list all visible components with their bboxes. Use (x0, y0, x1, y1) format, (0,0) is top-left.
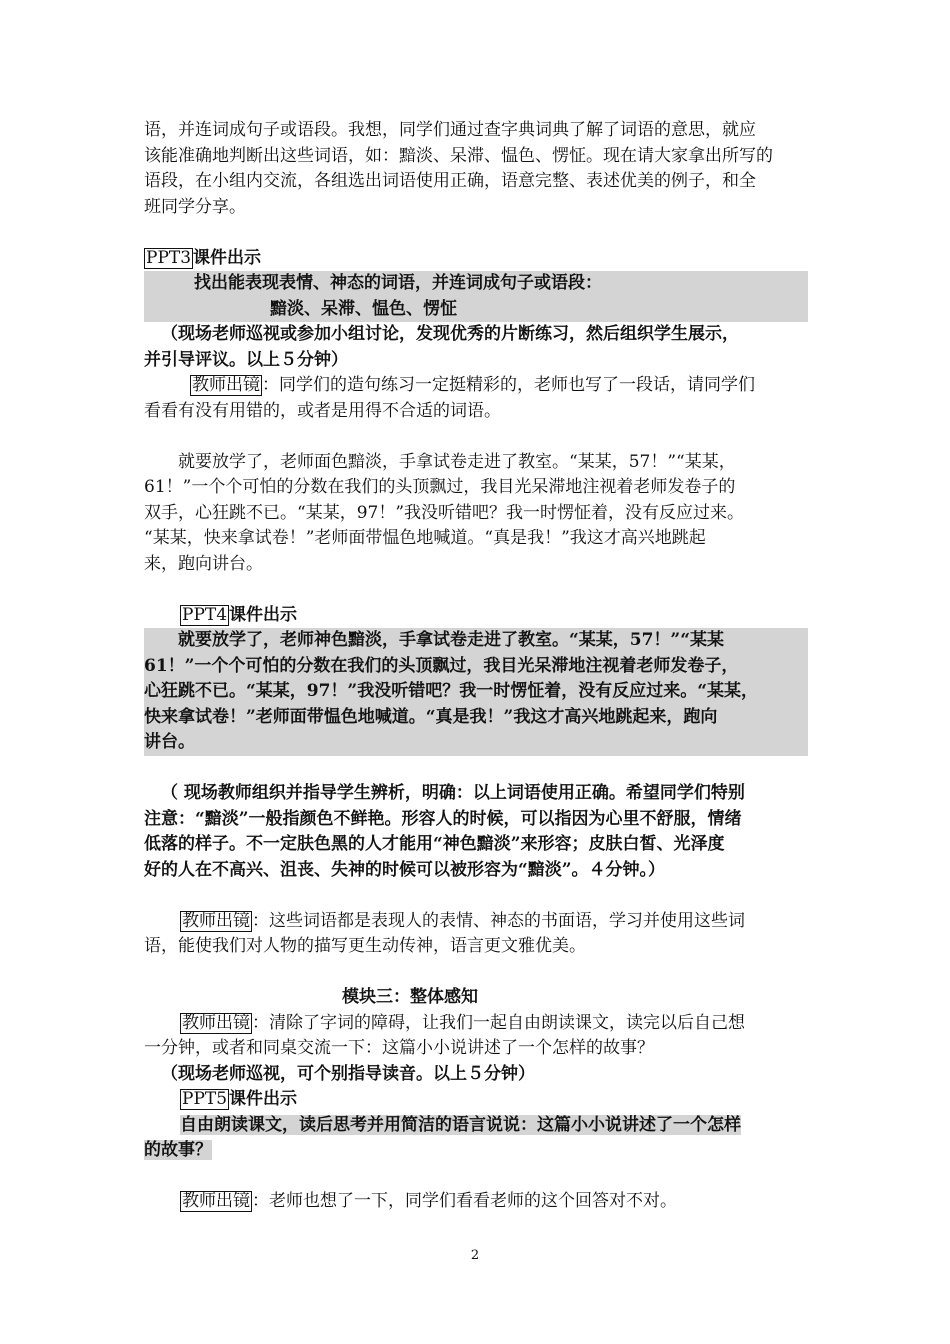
teacher-label: 教师出镜 (182, 910, 250, 931)
note-line: 注意：“黯淡”一般指颜色不鲜艳。形容人的时候，可以指因为心里不舒服，情绪 (144, 808, 742, 829)
ppt4-line: 讲台。 (144, 732, 195, 752)
teacher-line (144, 373, 808, 399)
note-2 (144, 781, 808, 883)
teacher-label: 教师出镜 (192, 375, 260, 395)
spacer (144, 1164, 808, 1190)
note-line: 好的人在不高兴、沮丧、失神的时候可以被形容为“黯淡”。４分钟。） (144, 859, 666, 880)
story-line: “某某，快来拿试卷！”老师面带愠色地喊道。“真是我！”我这才高兴地跳起 (144, 528, 706, 548)
spacer (144, 883, 808, 909)
ppt3-label: PPT3 (146, 247, 192, 268)
spacer (144, 220, 808, 246)
story-line: 来，跑向讲台。 (144, 553, 263, 574)
spacer (144, 577, 808, 603)
ppt4-heading (144, 603, 808, 629)
text-line: 班同学分享。 (144, 196, 246, 217)
ppt5-line-1: 自由朗读课文，读后思考并用简洁的语言说说：这篇小小说讲述了一个怎样 (180, 1114, 741, 1135)
ppt4-title: 课件出示 (229, 604, 298, 625)
teacher-text: ：清除了字词的障碍，让我们一起自由朗读课文，读完以后自己想 (252, 1012, 745, 1033)
module-title: 模块三：整体感知 (342, 987, 478, 1007)
ppt4-line: 61！”一个个可怕的分数在我们的头顶飘过，我目光呆滞地注视着老师发卷子， (144, 655, 739, 676)
ppt5-line (144, 1138, 808, 1164)
note-line: （现场老师巡视或参加小组讨论，发现优秀的片断练习，然后组织学生展示， (161, 324, 739, 344)
story-line: 就要放学了，老师面色黯淡，手拿试卷走进了教室。“某某，57！”“某某， (178, 451, 736, 472)
ppt3-line: 找出能表现表情、神态的词语，并连词成句子或语段： (194, 273, 602, 293)
teacher-label: 教师出镜 (182, 1012, 250, 1033)
story-line: 双手，心狂跳不已。“某某，97！”我没听错吧？我一时愣怔着，没有反应过来。 (144, 502, 745, 523)
teacher-text: ：老师也想了一下，同学们看看老师的这个回答对不对。 (252, 1191, 677, 1211)
spacer (144, 960, 808, 986)
ppt4-line: 心狂跳不已。“某某，97！”我没听错吧？我一时愣怔着，没有反应过来。“某某， (144, 681, 758, 701)
ppt3-section (144, 246, 808, 323)
ppt5-heading (144, 1087, 808, 1113)
note-line: （ 现场教师组织并指导学生辨析，明确：以上词语使用正确。希望同学们特别 (161, 783, 745, 803)
text-line: 语段，在小组内交流，各组选出词语使用正确，语意完整、表述优美的例子，和全 (144, 171, 756, 191)
story-line: 61！”一个个可怕的分数在我们的头顶飘过，我目光呆滞地注视着老师发卷子的 (144, 477, 736, 497)
teacher-line: 语，能使我们对人物的描写更生动传神，语言更文雅优美。 (144, 936, 586, 956)
ppt5-section (144, 1087, 808, 1164)
ppt3-slide-box (144, 271, 808, 322)
ppt4-section (144, 603, 808, 756)
spacer (144, 756, 808, 782)
teacher-line (144, 909, 808, 935)
ppt3-title: 课件出示 (193, 247, 262, 268)
story-paragraph (144, 450, 808, 578)
teacher-paragraph-2 (144, 909, 808, 960)
teacher-paragraph-4 (144, 1189, 808, 1215)
page-number: 2 (470, 1248, 480, 1263)
ppt4-line: 就要放学了，老师神色黯淡，手拿试卷走进了教室。“某某，57！”“某某 (178, 630, 724, 650)
ppt5-title: 课件出示 (229, 1089, 298, 1109)
ppt4-line: 快来拿试卷！”老师面带愠色地喊道。“真是我！”我这才高兴地跳起来，跑向 (144, 706, 718, 727)
ppt4-label: PPT4 (182, 604, 228, 625)
teacher-text: ：同学们的造句练习一定挺精彩的，老师也写了一段话，请同学们 (262, 375, 755, 395)
note-line: 低落的样子。不一定肤色黑的人才能用“神色黯淡”来形容；皮肤白皙、光泽度 (144, 834, 725, 854)
teacher-paragraph-3 (144, 1011, 808, 1062)
ppt3-words: 黯淡、呆滞、愠色、愣怔 (270, 298, 457, 319)
ppt5-line-2: 的故事？ (144, 1140, 212, 1160)
document-page (144, 118, 808, 1215)
teacher-text: ：这些词语都是表现人的表情、神态的书面语，学习并使用这些词 (252, 910, 745, 931)
ppt4-slide-box (144, 628, 808, 756)
teacher-line: 看看有没有用错的，或者是用得不合适的词语。 (144, 400, 501, 421)
ppt5-label: PPT5 (182, 1089, 228, 1109)
ppt3-heading (144, 246, 808, 272)
note-1 (144, 322, 808, 373)
teacher-paragraph-1 (144, 373, 808, 424)
teacher-label: 教师出镜 (182, 1191, 250, 1211)
teacher-line (144, 1011, 808, 1037)
intro-paragraph (144, 118, 808, 220)
text-line: 语，并连词成句子或语段。我想，同学们通过查字典词典了解了词语的意思，就应 (144, 120, 756, 140)
ppt5-line (144, 1113, 808, 1139)
teacher-line: 一分钟，或者和同桌交流一下：这篇小小说讲述了一个怎样的故事？ (144, 1038, 654, 1058)
spacer (144, 424, 808, 450)
note-3: （现场老师巡视，可个别指导读音。以上５分钟） (161, 1063, 535, 1084)
text-line: 该能准确地判断出这些词语，如：黯淡、呆滞、愠色、愣怔。现在请大家拿出所写的 (144, 145, 773, 166)
note-line: 并引导评议。以上５分钟） (144, 349, 348, 370)
